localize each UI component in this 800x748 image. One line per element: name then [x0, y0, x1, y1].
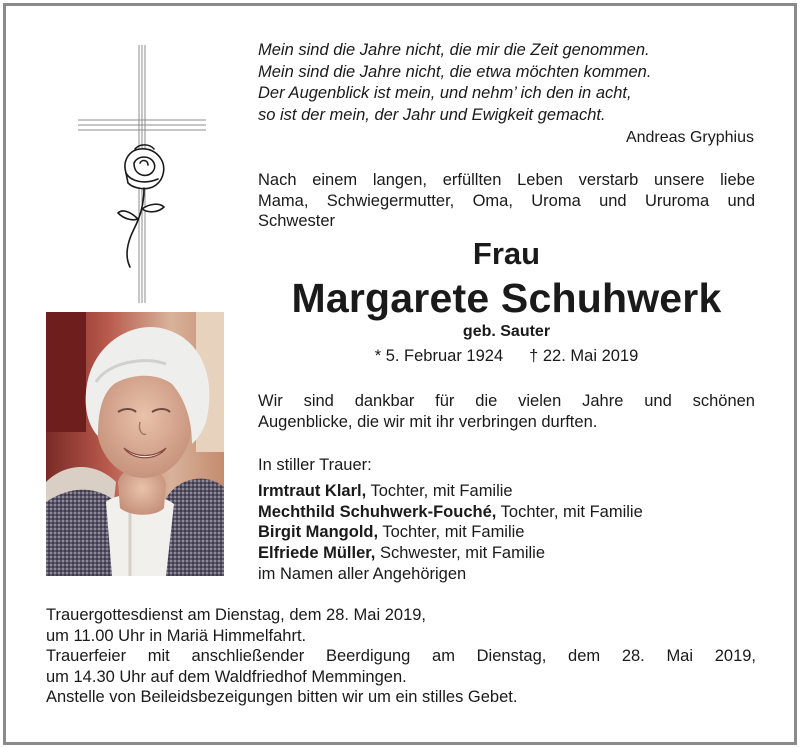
footer-line: um 14.30 Uhr auf dem Waldfriedhof Memmingen.: [46, 667, 407, 686]
footer-line: Trauerfeier mit anschließender Beerdigung am Dienstag, dem 28. Mai 2019,: [46, 647, 756, 665]
mourners-heading: In stiller Trauer:: [258, 456, 372, 474]
life-dates: [258, 346, 755, 366]
mourner-name: Mechthild Schuhwerk-Fouché,: [258, 502, 497, 521]
deceased-name: Margarete Schuhwerk: [291, 275, 722, 321]
mourner-relation: Tochter, mit Familie: [496, 502, 643, 521]
mourner-entry: [258, 522, 755, 543]
footer-line: Trauergottesdienst am Dienstag, dem 28. Mai 2019,: [46, 606, 427, 624]
mourner-name: Irmtraut Klarl,: [258, 481, 367, 500]
birth-date: * 5. Februar 1924: [374, 347, 504, 365]
poem-line: Der Augenblick ist mein, und nehm’ ich den in acht,: [258, 84, 632, 102]
poem-author: Andreas Gryphius: [625, 129, 754, 146]
poem-line: Mein sind die Jahre nicht, die etwa möchten kommen.: [258, 62, 652, 81]
thanks-line: Wir sind dankbar für die vielen Jahre und schönen: [258, 392, 755, 410]
salutation: Frau: [472, 236, 541, 271]
mourner-relation: Schwester, mit Familie: [375, 544, 545, 563]
mourner-name: Birgit Mangold,: [258, 523, 379, 542]
footer-line: um 11.00 Uhr in Mariä Himmelfahrt.: [46, 626, 307, 645]
poem-line: so ist der mein, der Jahr und Ewigkeit gemacht.: [258, 105, 606, 124]
mourner-entry: [258, 481, 755, 502]
death-date: † 22. Mai 2019: [529, 347, 639, 365]
thanks-line: Augenblicke, die wir mit ihr verbringen durften.: [258, 412, 598, 431]
mourner-entry: [258, 543, 755, 564]
thanks-text: [258, 391, 755, 432]
intro-line: Nach einem langen, erfüllten Leben verstarb unsere liebe: [258, 171, 755, 189]
mourner-relation: Tochter, mit Familie: [366, 481, 513, 500]
portrait-photo: [46, 312, 224, 576]
mourners-list: [258, 455, 755, 585]
footer-line: Anstelle von Beileidsbezeigungen bitten wir um ein stilles Gebet.: [46, 688, 518, 706]
birth-name: geb. Sauter: [462, 323, 551, 340]
mourner-relation: Tochter, mit Familie: [378, 523, 525, 542]
intro-text: [258, 170, 755, 232]
service-details: [46, 605, 756, 708]
mourner-entry: [258, 502, 755, 523]
intro-line: Schwester: [258, 212, 336, 230]
poem-line: Mein sind die Jahre nicht, die mir die Zeit genommen.: [258, 41, 650, 59]
poem: [258, 40, 758, 126]
mourner-name: Elfriede Müller,: [258, 544, 376, 563]
intro-line: Mama, Schwiegermutter, Oma, Uroma und Ururoma und: [258, 191, 755, 210]
cross-rose-icon: [78, 45, 206, 303]
mourners-closing: im Namen aller Angehörigen: [258, 564, 467, 583]
